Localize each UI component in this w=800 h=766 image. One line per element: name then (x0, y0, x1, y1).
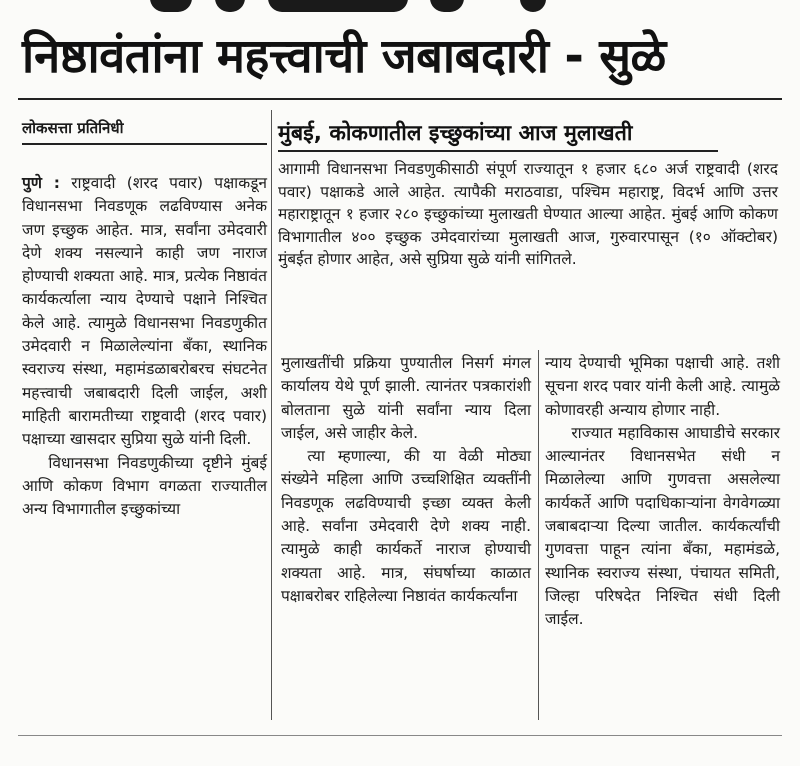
article-column-1 (22, 172, 267, 521)
previous-headline-remnant (0, 0, 800, 18)
bottom-rule (18, 735, 782, 736)
intro-paragraph: आगामी विधानसभा निवडणुकीसाठी संपूर्ण राज्यातून १ हजार ६८० अर्ज राष्ट्रवादी (शरद पवार) पक्षाकडे आले आहेत. त्यापैकी मराठवाडा, पश्चिम महाराष्ट्र, विदर्भ आणि उत्तर महाराष्ट्रातून १ हजार २८० इच्छुकांच्या मुलाखती घेण्यात आल्या आहेत. मुंबई आणि कोकण विभागातील ४०० इच्छुक उमेदवारांच्या मुलाखती आज, गुरुवारपासून (१० ऑक्टोबर) मुंबईत होणार आहेत, असे सुप्रिया सुळे यांनी सांगितले. (278, 160, 778, 269)
col2-paragraph-2: त्या म्हणाल्या, की या वेळी मोठ्या संख्येने महिला आणि उच्चशिक्षित व्यक्तींनी निवडणूक लढविण्याची इच्छा व्यक्त केली आहे. सर्वांना उमेदवारी देणे शक्य नाही. त्यामुळे काही कार्यकर्ते नाराज होण्याची शक्यता आहे. मात्र, संघर्षाच्या काळात पक्षाबरोबर राहिलेल्या निष्ठावंत कार्यकर्त्यांना (281, 447, 531, 605)
article-column-3 (545, 352, 780, 632)
subhead-underline (278, 150, 718, 152)
subheadline: मुंबई, कोकणातील इच्छुकांच्या आज मुलाखती (278, 121, 633, 146)
col3-paragraph-2: राज्यात महाविकास आघाडीचे सरकार आल्यानंतर विधानसभेत संधी न मिळालेल्या आणि गुणवत्ता असलेल्या कार्यकर्ते आणि पदाधिकाऱ्यांना वेगवेगळ्या जबाबदाऱ्या दिल्या जातील. कार्यकर्त्यांची गुणवत्ता पाहून त्यांना बँका, महामंडळे, स्थानिक स्वराज्य संस्था, पंचायत समिती, जिल्हा परिषदेत निश्चित संधी दिली जाईल. (545, 423, 780, 629)
col3-paragraph-1: न्याय देण्याची भूमिका पक्षाची आहे. तशी सूचना शरद पवार यांनी केली आहे. त्यामुळे कोणावरही अन्याय होणार नाही. (545, 354, 780, 419)
col1-paragraph-1-text: राष्ट्रवादी (शरद पवार) पक्षाकडून विधानसभा निवडणूक लढविण्यास अनेक जण इच्छुक आहेत. मात्र, सर्वांना उमेदवारी देणे शक्य नसल्याने काही जण नाराज होण्याची शक्यता आहे. मात्र, प्रत्येक निष्ठावंत कार्यकर्त्याला न्याय देण्याचे पक्षाने निश्चित केले आहे. त्यामुळे विधानसभा निवडणुकीत उमेदवारी न मिळालेल्यांना बँका, स्थानिक स्वराज्य संस्था, महामंडळाबरोबरच संघटनेत महत्त्वाची जबाबदारी दिली जाईल, अशी माहिती बारामतीच्या राष्ट्रवादी (शरद पवार) पक्षाच्या खासदार सुप्रिया सुळे यांनी दिली. (22, 174, 267, 449)
article-headline: निष्ठावंतांना महत्त्वाची जबाबदारी - सुळे (22, 29, 666, 84)
byline: लोकसत्ता प्रतिनिधी (22, 117, 267, 145)
dateline: पुणे : (22, 174, 60, 192)
headline-rule (18, 98, 782, 100)
column-divider-2 (538, 350, 539, 720)
col2-paragraph-1: मुलाखतींची प्रक्रिया पुण्यातील निसर्ग मंगल कार्यालय येथे पूर्ण झाली. त्यानंतर पत्रकारांशी बोलताना सुळे यांनी सर्वांना न्याय दिला जाईल, असे जाहीर केले. (281, 354, 531, 442)
column-divider-1 (271, 110, 272, 720)
col1-paragraph-1 (22, 172, 267, 452)
article-column-2 (281, 352, 531, 608)
col1-paragraph-2: विधानसभा निवडणुकीच्या दृष्टीने मुंबई आणि कोकण विभाग वगळता राज्यातील अन्य विभागातील इच्छुकांच्या (22, 453, 267, 519)
